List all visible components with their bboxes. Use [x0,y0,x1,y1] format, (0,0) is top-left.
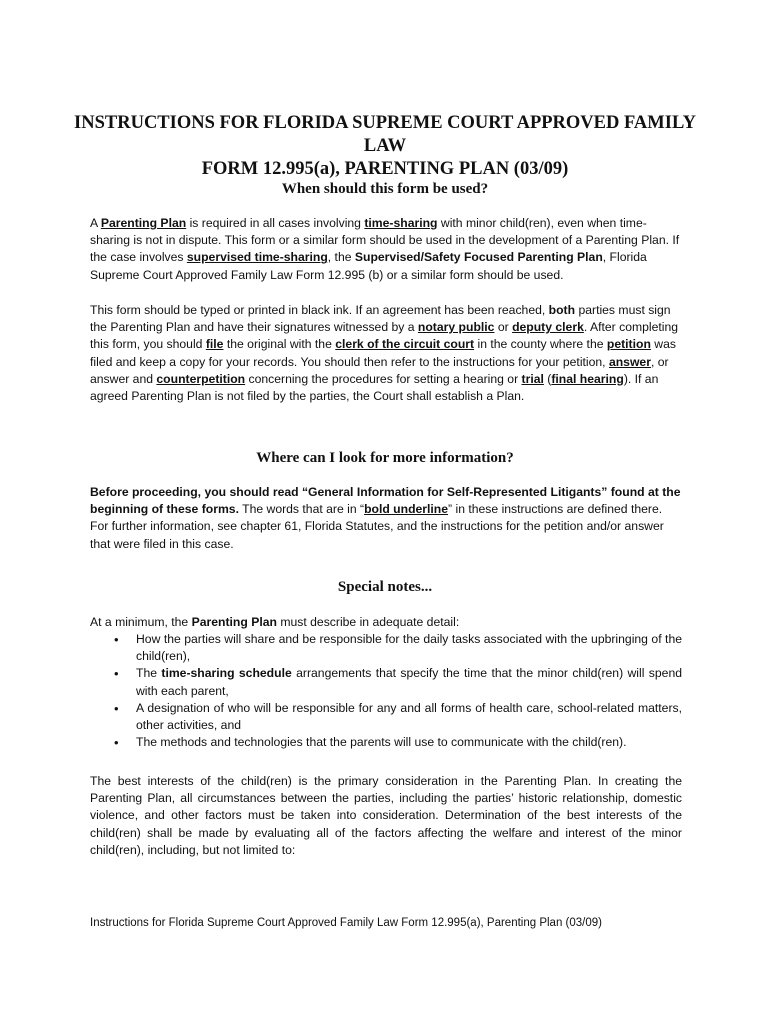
heading-when-used: When should this form be used? [281,181,489,197]
list-item: • The time-sharing schedule arrangements that specify the time that the minor child(ren) will spend with each parent, [90,665,682,699]
term-supervised-plan: Supervised/Safety Focused Parenting Plan [354,250,603,265]
heading-special-notes: Special notes... [337,579,433,595]
paragraph-more-information: Before proceeding, you should read “General Information for Self-Represented Litigants” found at the beginning of these forms. The words that are in “bold underline” in these instructions are defined there. For further information, see chapter 61, Florida Statutes, and the instructions for the petition and/or answer that were filed in this case. [90,485,681,551]
list-item: • The methods and technologies that the parents will use to communicate with the child(ren). [90,734,682,751]
term-deputy-clerk: deputy clerk [512,320,584,335]
term-trial: trial [521,371,544,386]
paragraph-notes-intro: At a minimum, the Parenting Plan must describe in adequate detail: [90,615,460,629]
list-item: • How the parties will share and be responsible for the daily tasks associated with the upbringing of the child(ren), [90,631,682,665]
term-notary-public: notary public [417,320,495,335]
term-time-sharing-schedule: time-sharing schedule [161,666,292,681]
term-counterpetition: counterpetition [156,371,246,386]
term-final-hearing: final hearing [551,371,624,386]
term-supervised-time-sharing: supervised time-sharing [186,250,328,265]
term-parenting-plan-2: Parenting Plan [191,615,277,629]
heading-more-information: Where can I look for more information? [256,450,514,466]
term-parenting-plan: Parenting Plan [100,216,187,230]
page-title [60,112,710,181]
term-time-sharing: time-sharing [364,216,438,230]
paragraph-when-used-1: A Parenting Plan is required in all cases involving time-sharing with minor child(ren), even when time-sharing is not in dispute. This form or a similar form should be used in the development of a Parenting Plan. If the case involves supervised time-sharing, the Supervised/Safety Focused Parenting Plan, Florida Supreme Court Approved Family Law Form 12.995 (b) or a similar form should be used. [90,216,680,282]
paragraph-when-used-2: This form should be typed or printed in black ink. If an agreement has been reached, both parties must sign the Parenting Plan and have their signatures witnessed by a notary public or deputy clerk. After completing this form, you should file the original with the clerk of the circuit court in the county where the petition was filed and keep a copy for your records. You should then refer to the instructions for your petition, answer, or answer and counterpetition concerning the procedures for setting a hearing or trial (final hearing). If an agreed Parenting Plan is not filed by the parties, the Court shall establish a Plan. [90,303,679,404]
requirements-list [90,631,682,751]
list-item: • A designation of who will be responsible for any and all forms of health care, school-related matters, other activities, and [90,700,682,734]
term-petition: petition [606,337,651,352]
term-clerk-circuit-court: clerk of the circuit court [335,337,475,352]
term-both: both [548,303,576,317]
term-bold-underline: bold underline [364,502,449,517]
title-line-2: FORM 12.995(a), PARENTING PLAN (03/09) [201,159,569,179]
term-answer: answer [608,354,651,369]
paragraph-best-interests: The best interests of the child(ren) is the primary consideration in the Parenting Plan. In creating the Parenting Plan, all circumstances between the parties, including the parties’ historic relationship, domestic violence, and other factors must be taken into consideration. Determination of the best interests of the child(ren) shall be made by evaluating all of the factors affecting the welfare and interest of the minor child(ren), including, but not limited to: [90,774,682,857]
term-file: file [205,337,224,352]
page-footer: Instructions for Florida Supreme Court Approved Family Law Form 12.995(a), Parenting Plan (03/09) [90,917,602,929]
title-line-1: INSTRUCTIONS FOR FLORIDA SUPREME COURT APPROVED FAMILY LAW [74,113,696,156]
read-general-information-notice: Before proceeding, you should read “General Information for Self-Represented Litigants” found at the beginning of these forms. [90,485,681,517]
